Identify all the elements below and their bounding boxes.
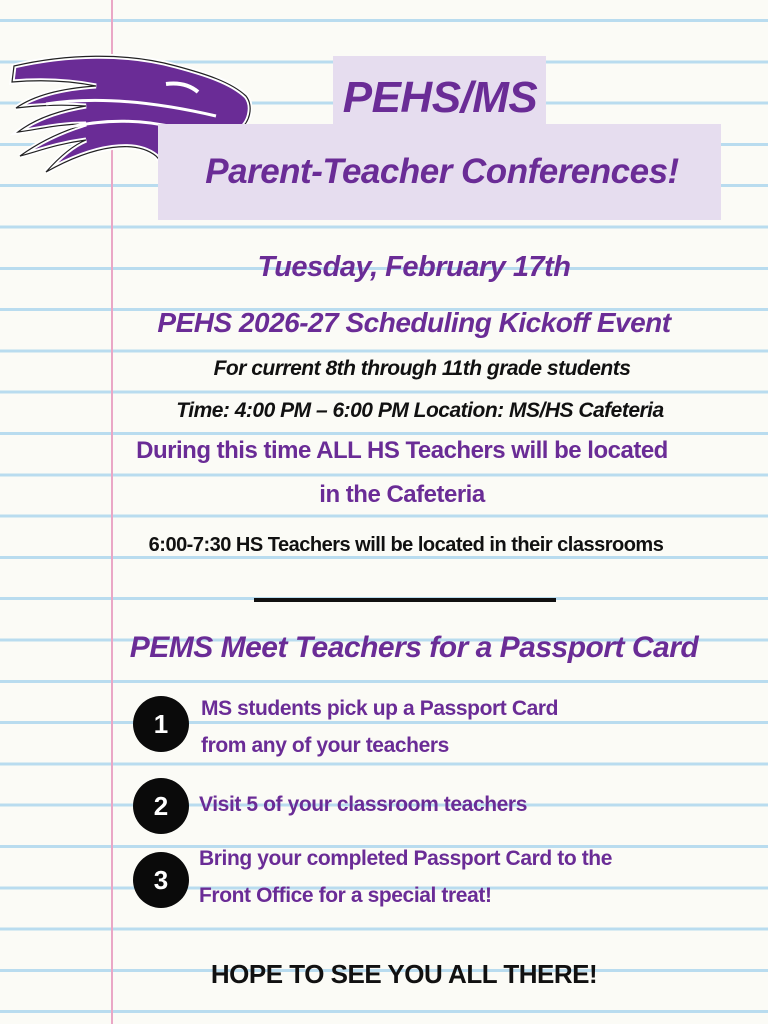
event-date: Tuesday, February 17th xyxy=(257,251,571,283)
event-time-location: Time: 4:00 PM – 6:00 PM Location: MS/HS Cafeteria xyxy=(176,399,664,422)
step-text xyxy=(199,840,612,914)
header-line1: PEHS/MS xyxy=(342,73,538,122)
step-line: from any of your teachers xyxy=(201,734,449,757)
event-note-wrap xyxy=(0,433,768,469)
event-note-line2: in the Cafeteria xyxy=(319,481,485,508)
event-audience-wrap xyxy=(0,353,768,385)
event-time-wrap xyxy=(0,395,768,427)
event-note-line1: During this time ALL HS Teachers will be located xyxy=(136,437,668,464)
header-line2: Parent-Teacher Conferences! xyxy=(205,152,679,191)
step-line: MS students pick up a Passport Card xyxy=(201,697,559,720)
step-number-badge: 2 xyxy=(133,778,189,834)
event-later: 6:00-7:30 HS Teachers will be located in their classrooms xyxy=(148,534,664,556)
event-title-wrap xyxy=(0,302,768,344)
event-later-wrap xyxy=(0,529,768,561)
header-title xyxy=(0,70,768,126)
event-title: PEHS 2026-27 Scheduling Kickoff Event xyxy=(157,307,671,338)
closing-wrap xyxy=(0,952,768,996)
section-divider xyxy=(254,598,556,602)
step-number-badge: 1 xyxy=(133,696,189,752)
step-number-badge: 3 xyxy=(133,852,189,908)
closing-message: HOPE TO SEE YOU ALL THERE! xyxy=(210,959,598,989)
step-text xyxy=(201,690,558,764)
step-line: Visit 5 of your classroom teachers xyxy=(199,793,527,816)
passport-title-wrap xyxy=(0,626,768,670)
step-line: Front Office for a special treat! xyxy=(199,884,492,907)
header-subtitle-wrap xyxy=(0,144,768,200)
step-text xyxy=(199,786,527,823)
passport-title: PEMS Meet Teachers for a Passport Card xyxy=(129,631,699,664)
event-note-wrap2 xyxy=(0,477,768,513)
step-line: Bring your completed Passport Card to the xyxy=(199,847,612,870)
event-date-wrap xyxy=(0,246,768,288)
event-audience: For current 8th through 11th grade students xyxy=(213,357,631,380)
